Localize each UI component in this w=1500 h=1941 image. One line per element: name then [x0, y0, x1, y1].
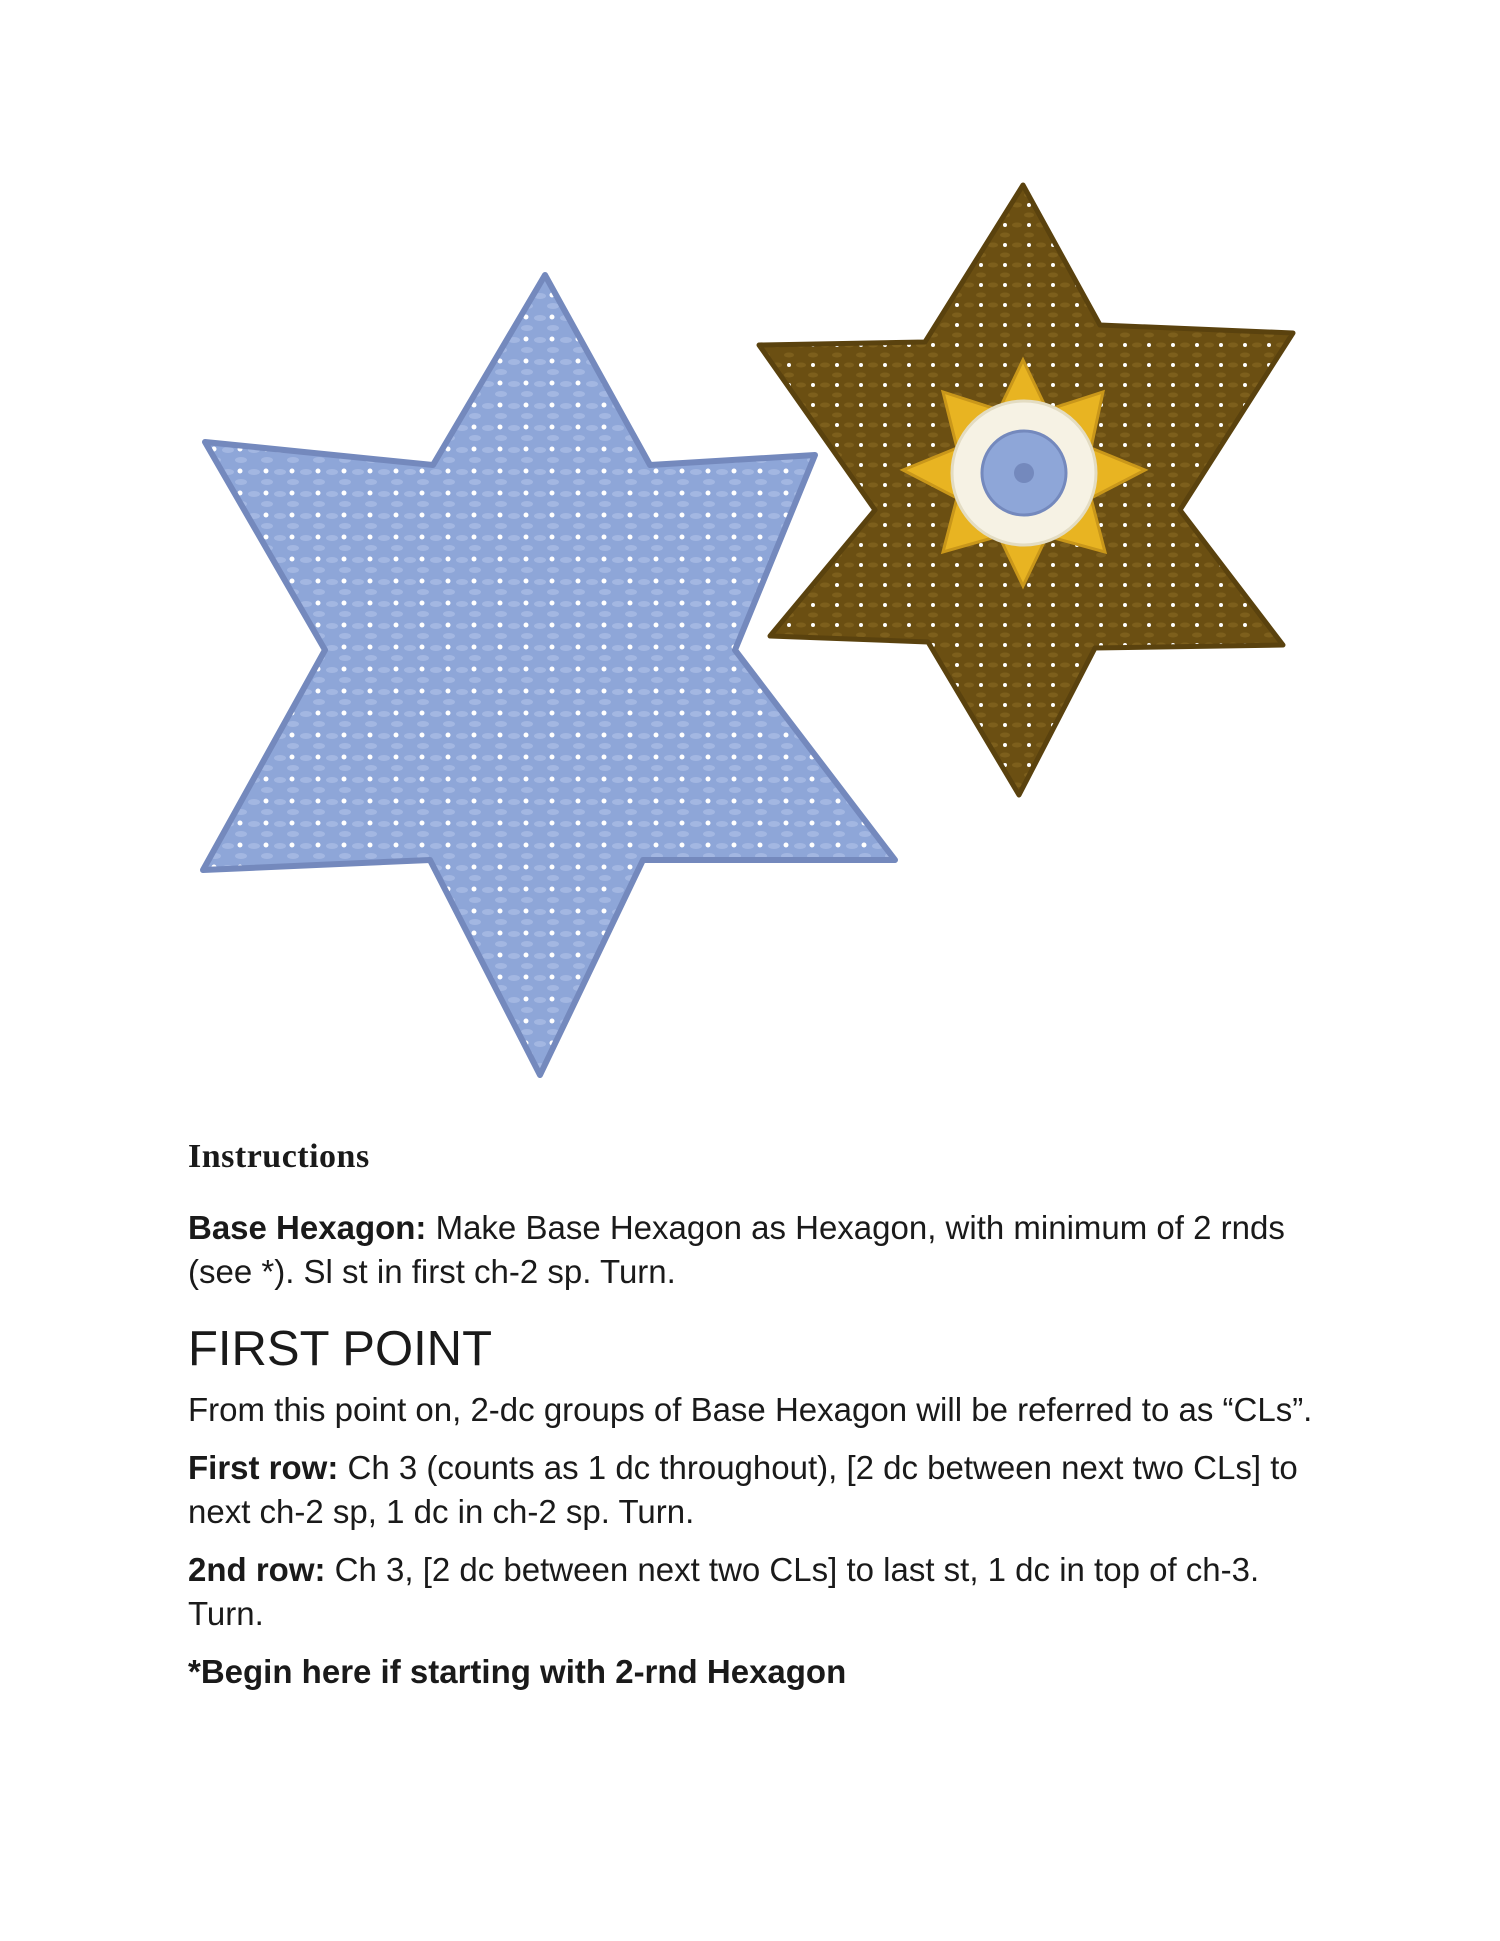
second-row-paragraph	[188, 1548, 1328, 1636]
base-hexagon-paragraph	[188, 1206, 1328, 1294]
second-row-text: Ch 3, [2 dc between next two CLs] to last st, 1 dc in top of ch-3. Turn.	[188, 1551, 1260, 1632]
second-row-label: 2nd row:	[188, 1551, 326, 1588]
base-hexagon-text: Make Base Hexagon as Hexagon, with minimum of 2 rnds (see *). Sl st in first ch-2 sp. Turn.	[188, 1209, 1285, 1290]
first-point-intro: From this point on, 2-dc groups of Base Hexagon will be referred to as “CLs”.	[188, 1391, 1313, 1428]
crochet-stars-photo	[195, 180, 1315, 1080]
first-row-label: First row:	[188, 1449, 339, 1486]
begin-note: *Begin here if starting with 2-rnd Hexagon	[188, 1653, 847, 1690]
instructions-heading: Instructions	[188, 1138, 370, 1175]
first-row-text: Ch 3 (counts as 1 dc throughout), [2 dc between next two CLs] to next ch-2 sp, 1 dc in ch-2 sp. Turn.	[188, 1449, 1298, 1530]
first-point-heading: FIRST POINT	[188, 1322, 493, 1376]
brown-star	[759, 185, 1293, 795]
first-row-paragraph	[188, 1446, 1328, 1534]
instructions-content	[188, 1138, 1328, 1708]
base-hexagon-label: Base Hexagon:	[188, 1209, 427, 1246]
